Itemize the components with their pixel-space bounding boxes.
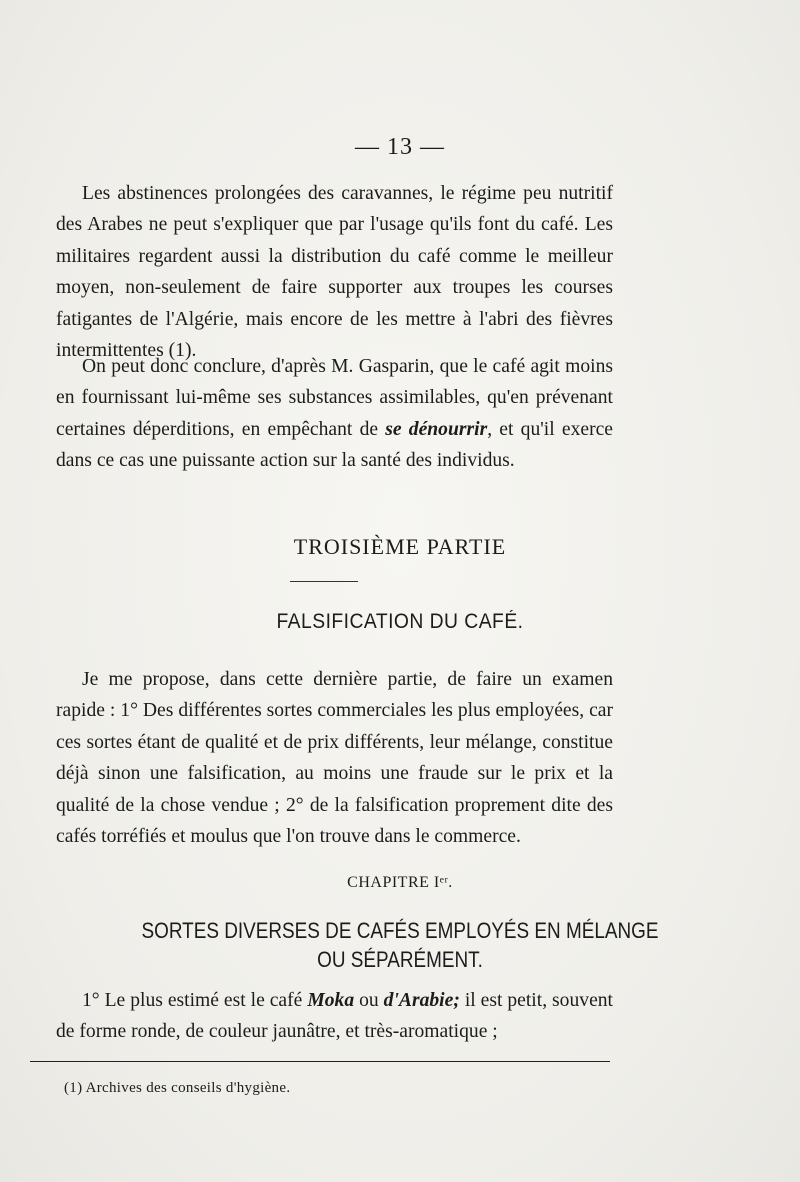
divider-rule [290,581,358,582]
emphasis-text: d'Arabie; [383,990,460,1011]
paragraph-text: Je me propose, dans cette dernière partie, de faire un examen rapide : 1° Des différentes sortes commerciales les plus employées, car ces sortes étant de qualité et de prix différents, leur mélange, constitue déjà sinon une falsification, au moins une fraude sur le prix et la qualité de la chose vendue ; 2° de la falsification proprement dite des cafés torréfiés et moulus que l'on trouve dans le commerce. [56,669,613,848]
text-run: 1° Le plus estimé est le café [82,990,308,1011]
text-run: , et qu'il exerce dans ce cas une puissante action sur la santé des individus. [56,418,613,472]
emphasis-text: se dénourrir [385,418,488,440]
page-number: — 13 — [355,134,445,160]
chapter-title-line: SORTES DIVERSES DE CAFÉS EMPLOYÉS EN MÉLANGE [141,918,659,943]
paragraph-text [56,985,613,1048]
footnote: (1) Archives des conseils d'hygiène. [64,1080,291,1096]
paragraph-moka [56,985,613,1048]
part-title: TROISIÈME PARTIE [293,534,507,559]
text-run: On peut donc conclure, d'après M. Gasparin, que le café agit moins en fournissant lui-même ses substances assimilables, qu'en prévenant certaines déperditions, en empêchant de [56,356,613,440]
section-heading-falsification: FALSIFICATION DU CAFÉ. [276,610,524,633]
paragraph-text: Les abstinences prolongées des caravannes, le régime peu nutritif des Arabes ne peut s'expliquer que par l'usage qu'ils font du café. Les militaires regardent aussi la distribution du café comme le meilleur moyen, non-seulement de faire supporter aux troupes les courses fatigantes de l'Algérie, mais encore de les mettre à l'abri des fièvres intermittentes (1). [56,183,613,362]
text-run: il est petit, souvent de forme ronde, de couleur jaunâtre, et très-aromatique ; [56,990,614,1043]
paragraph-introduction [56,664,613,852]
paragraph-caravans [56,178,613,366]
paragraph-text [56,351,613,477]
footnote-rule [30,1061,610,1062]
chapter-title-line: OU SÉPARÉMENT. [317,947,483,972]
emphasis-text: Moka [307,990,355,1011]
chapter-heading: CHAPITRE Iᵉʳ. [347,874,453,891]
text-run: ou [354,990,384,1011]
chapter-title [56,916,744,974]
paragraph-gasparin [56,351,613,477]
